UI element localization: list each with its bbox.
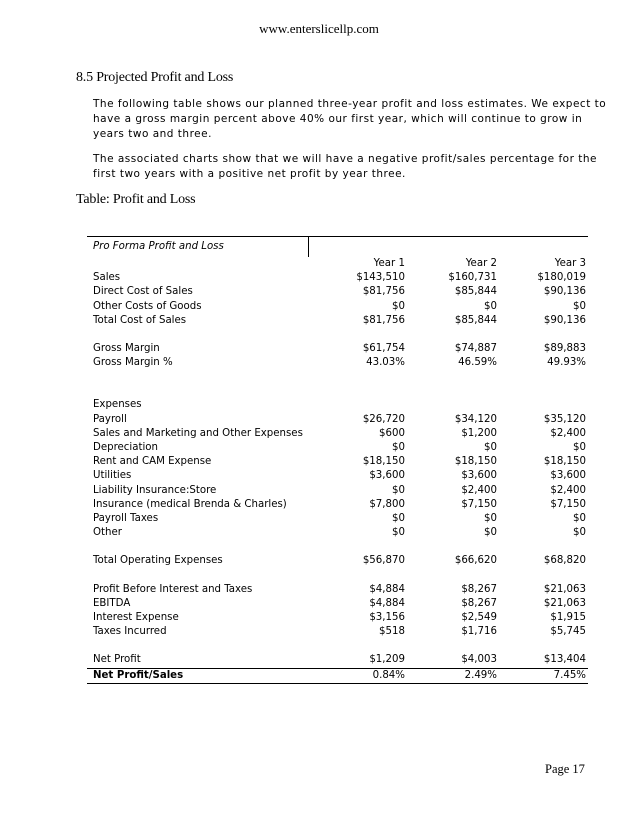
table-row <box>87 554 588 568</box>
cell-value: $26,720 <box>362 413 405 425</box>
table-row <box>87 300 588 314</box>
cell-value: $90,136 <box>543 314 586 326</box>
cell-value: $8,267 <box>461 597 497 609</box>
cell-value: $3,600 <box>369 470 405 482</box>
cell-value: $3,156 <box>369 612 405 624</box>
cell-value: $0 <box>392 300 405 312</box>
cell-value: $2,400 <box>550 427 586 439</box>
cell-value: $143,510 <box>356 272 405 284</box>
cell-value: $8,267 <box>461 583 497 595</box>
intro-paragraph: The following table shows our planned three-year profit and loss estimates. We expect to have a gross margin percent above 40% our first year, which will continue to grow in years two and three. <box>93 98 607 140</box>
year-header: Year 3 <box>554 258 586 269</box>
cell-value: $0 <box>484 513 497 525</box>
row-label: Utilities <box>93 470 132 482</box>
cell-value: $35,120 <box>543 413 586 425</box>
table-row <box>87 653 588 668</box>
table-row <box>87 427 588 441</box>
row-label: EBITDA <box>93 597 131 609</box>
row-label: Rent and CAM Expense <box>93 456 212 468</box>
section-heading: 8.5 Projected Profit and Loss <box>76 70 234 85</box>
table-title-row <box>87 237 588 258</box>
table-row <box>87 285 588 299</box>
cell-value: $160,731 <box>448 272 497 284</box>
cell-value: 0.84% <box>308 668 408 683</box>
table-row <box>87 625 588 639</box>
cell-value: $18,150 <box>543 456 586 468</box>
cell-value: 43.03% <box>366 357 405 369</box>
table-row <box>87 498 588 512</box>
cell-value: $13,404 <box>543 654 586 666</box>
cell-value: $180,019 <box>537 272 586 284</box>
table-row <box>87 512 588 526</box>
table-row <box>87 611 588 625</box>
table-row <box>87 469 588 483</box>
cell-value: $85,844 <box>454 286 497 298</box>
cell-value: $66,620 <box>454 555 497 567</box>
table-row <box>87 526 588 540</box>
cell-value: $1,716 <box>461 626 497 638</box>
cell-value: $1,200 <box>461 427 497 439</box>
table-row <box>87 441 588 455</box>
cell-value: $7,150 <box>461 498 497 510</box>
cell-value: 46.59% <box>458 357 497 369</box>
cell-value: $7,800 <box>369 498 405 510</box>
cell-value: $0 <box>573 442 586 454</box>
row-label: Liability Insurance:Store <box>93 484 217 496</box>
table-title: Pro Forma Profit and Loss <box>87 237 308 258</box>
cell-value: $0 <box>484 300 497 312</box>
cell-value: $518 <box>379 626 405 638</box>
row-label: Net Profit/Sales <box>87 668 308 683</box>
cell-value: $4,884 <box>369 597 405 609</box>
table-row <box>87 342 588 356</box>
cell-value: $21,063 <box>543 597 586 609</box>
profit-loss-table <box>87 236 588 684</box>
cell-value: $0 <box>392 527 405 539</box>
row-label: Insurance (medical Brenda & Charles) <box>93 498 287 510</box>
cell-value: $0 <box>573 527 586 539</box>
year-header-row <box>87 257 588 271</box>
cell-value: $18,150 <box>362 456 405 468</box>
cell-value: $1,209 <box>369 654 405 666</box>
cell-value: 49.93% <box>547 357 586 369</box>
cell-value: $0 <box>392 484 405 496</box>
charts-paragraph: The associated charts show that we will have a negative profit/sales percentage for the first two years with a positive net profit by year three. <box>93 153 597 180</box>
table-heading: Table: Profit and Loss <box>76 192 196 207</box>
row-label: Gross Margin % <box>93 357 173 369</box>
row-label: Expenses <box>93 399 142 411</box>
cell-value: $5,745 <box>550 626 586 638</box>
cell-value: 2.49% <box>408 668 500 683</box>
cell-value: $3,600 <box>461 470 497 482</box>
cell-value: $74,887 <box>454 343 497 355</box>
row-label: Payroll Taxes <box>93 513 159 525</box>
cell-value: $56,870 <box>362 555 405 567</box>
cell-value: $61,754 <box>362 343 405 355</box>
cell-value: $0 <box>484 442 497 454</box>
row-label: Payroll <box>93 413 127 425</box>
row-label: Total Cost of Sales <box>93 314 187 326</box>
table-row <box>87 398 588 412</box>
table-row <box>87 413 588 427</box>
cell-value: $2,400 <box>461 484 497 496</box>
cell-value: $3,600 <box>550 470 586 482</box>
row-label: Total Operating Expenses <box>93 555 223 567</box>
cell-value: $0 <box>573 300 586 312</box>
cell-value: $21,063 <box>543 583 586 595</box>
cell-value: $600 <box>379 427 405 439</box>
cell-value: $0 <box>573 513 586 525</box>
row-label: Other <box>93 527 122 539</box>
table-row <box>87 271 588 285</box>
cell-value: $4,003 <box>461 654 497 666</box>
cell-value: $89,883 <box>543 343 586 355</box>
table-row <box>87 356 588 370</box>
cell-value: $1,915 <box>550 612 586 624</box>
cell-value: $0 <box>484 527 497 539</box>
row-label: Sales <box>93 272 121 284</box>
cell-value: $81,756 <box>362 286 405 298</box>
row-label: Direct Cost of Sales <box>93 286 193 298</box>
row-label: Other Costs of Goods <box>93 300 202 312</box>
header-url: www.enterslicellp.com <box>259 21 379 36</box>
cell-value: $90,136 <box>543 286 586 298</box>
row-label: Net Profit <box>93 654 141 666</box>
cell-value: $68,820 <box>543 555 586 567</box>
table-row <box>87 455 588 469</box>
row-label: Gross Margin <box>93 343 160 355</box>
cell-value: $7,150 <box>550 498 586 510</box>
table-row <box>87 597 588 611</box>
page-number: Page 17 <box>545 762 585 776</box>
cell-value: $2,549 <box>461 612 497 624</box>
cell-value: $34,120 <box>454 413 497 425</box>
table-row <box>87 583 588 597</box>
table-row <box>87 314 588 328</box>
cell-value: $0 <box>392 442 405 454</box>
cell-value: $81,756 <box>362 314 405 326</box>
row-label: Interest Expense <box>93 612 179 624</box>
cell-value: $18,150 <box>454 456 497 468</box>
row-label: Profit Before Interest and Taxes <box>93 583 253 595</box>
year-header: Year 2 <box>465 258 497 269</box>
cell-value: $0 <box>392 513 405 525</box>
row-label: Depreciation <box>93 442 158 454</box>
cell-value: $85,844 <box>454 314 497 326</box>
cell-value: $4,884 <box>369 583 405 595</box>
cell-value: 7.45% <box>500 668 588 683</box>
year-header: Year 1 <box>373 258 405 269</box>
row-label: Sales and Marketing and Other Expenses <box>93 427 303 439</box>
row-label: Taxes Incurred <box>93 626 167 638</box>
table-row <box>87 668 588 683</box>
table-row <box>87 484 588 498</box>
cell-value: $2,400 <box>550 484 586 496</box>
